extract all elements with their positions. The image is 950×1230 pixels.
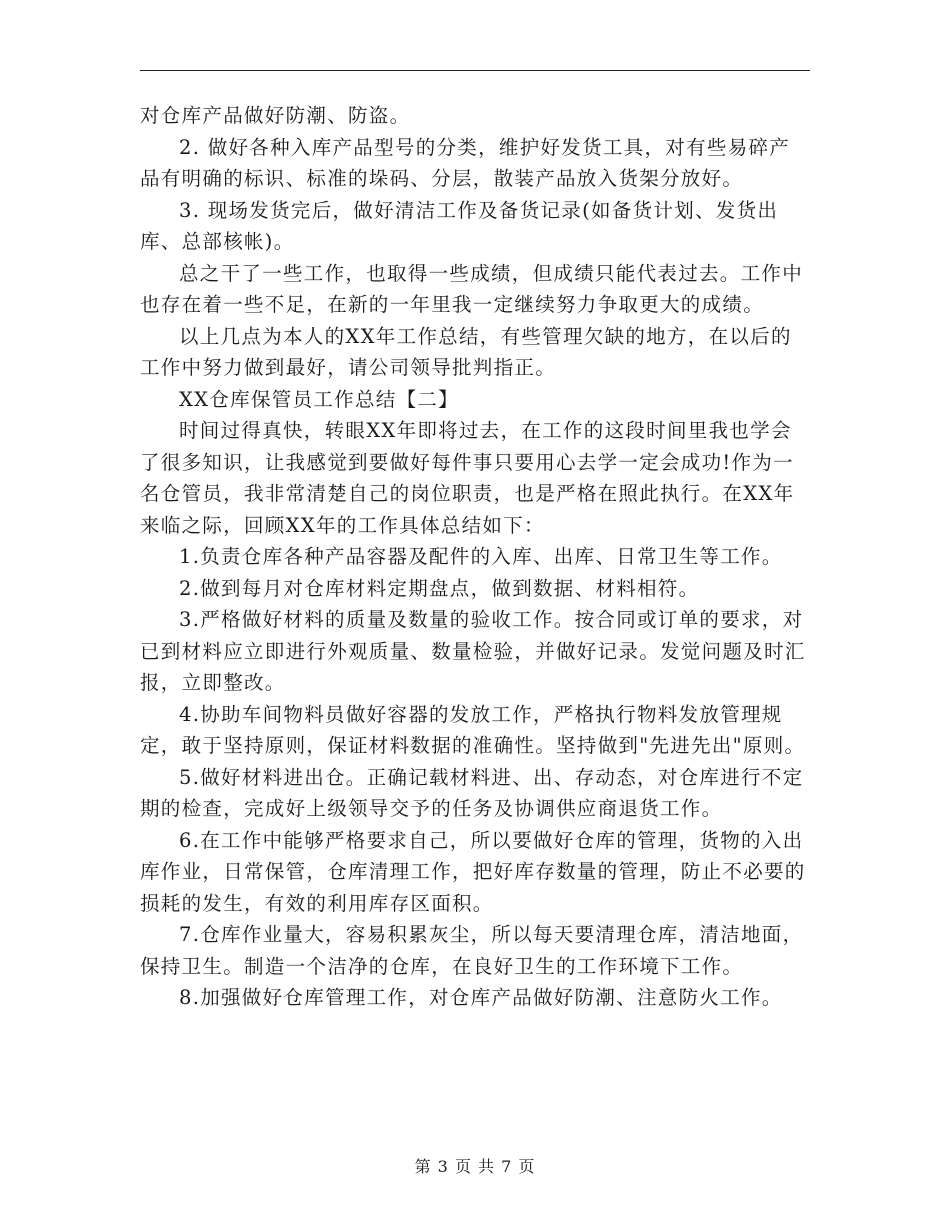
list-item-7: 7.仓库作业量大，容易积累灰尘，所以每天要清理仓库，清洁地面，保持卫生。制造一个洁净的仓库，在良好卫生的工作环境下工作。 [140, 923, 804, 978]
list-item-8: 8.加强做好仓库管理工作，对仓库产品做好防潮、注意防火工作。 [179, 986, 783, 1009]
list-item-4: 4.协助车间物料员做好容器的发放工作，严格执行物料发放管理规定，敢于坚持原则，保证材料数据的准确性。坚持做到"先进先出"原则。 [140, 702, 806, 757]
paragraph-item-3: 3. 现场发货完后，做好清洁工作及备货记录(如备货计划、发货出库、总部核帐)。 [140, 198, 779, 253]
header-rule [140, 70, 810, 71]
paragraph-continuation: 对仓库产品做好防潮、防盗。 [140, 104, 411, 127]
list-item-2: 2.做到每月对仓库材料定期盘点，做到数据、材料相符。 [179, 576, 700, 600]
list-item-6: 6.在工作中能够严格要求自己，所以要做好仓库的管理，货物的入出库作业，日常保管，仓库清理工作，把好库存数量的管理，防止不必要的损耗的发生，有效的利用库存区面积。 [140, 828, 806, 915]
paragraph-item-2: 2. 做好各种入库产品型号的分类，维护好发货工具，对有些易碎产品有明确的标识、标准的垛码、分层，散装产品放入货架分放好。 [140, 135, 791, 190]
document-body [140, 100, 810, 1014]
section-heading: XX仓库保管员工作总结【二】 [179, 387, 459, 411]
list-item-5: 5.做好材料进出仓。正确记载材料进、出、存动态，对仓库进行不定期的检查，完成好上级领导交予的任务及协调供应商退货工作。 [140, 765, 804, 820]
paragraph-closing: 以上几点为本人的XX年工作总结，有些管理欠缺的地方，在以后的工作中努力做到最好，请公司领导批判指正。 [140, 324, 792, 379]
paragraph-summary: 总之干了一些工作，也取得一些成绩，但成绩只能代表过去。工作中也存在着一些不足，在新的一年里我一定继续努力争取更大的成绩。 [140, 261, 804, 316]
list-item-1: 1.负责仓库各种产品容器及配件的入库、出库、日常卫生等工作。 [179, 545, 783, 568]
page-number-footer: 第 3 页 共 7 页 [414, 1157, 536, 1176]
paragraph-intro: 时间过得真快，转眼XX年即将过去，在工作的这段时间里我也学会了很多知识，让我感觉到要做好每件事只要用心去学一定会成功!作为一名仓管员，我非常清楚自己的岗位职责，也是严格在照此执行。在XX年来临之际，回顾XX年的工作具体总结如下： [140, 419, 795, 537]
list-item-3: 3.严格做好材料的质量及数量的验收工作。按合同或订单的要求，对已到材料应立即进行外观质量、数量检验，并做好记录。发觉问题及时汇报，立即整改。 [140, 608, 806, 694]
